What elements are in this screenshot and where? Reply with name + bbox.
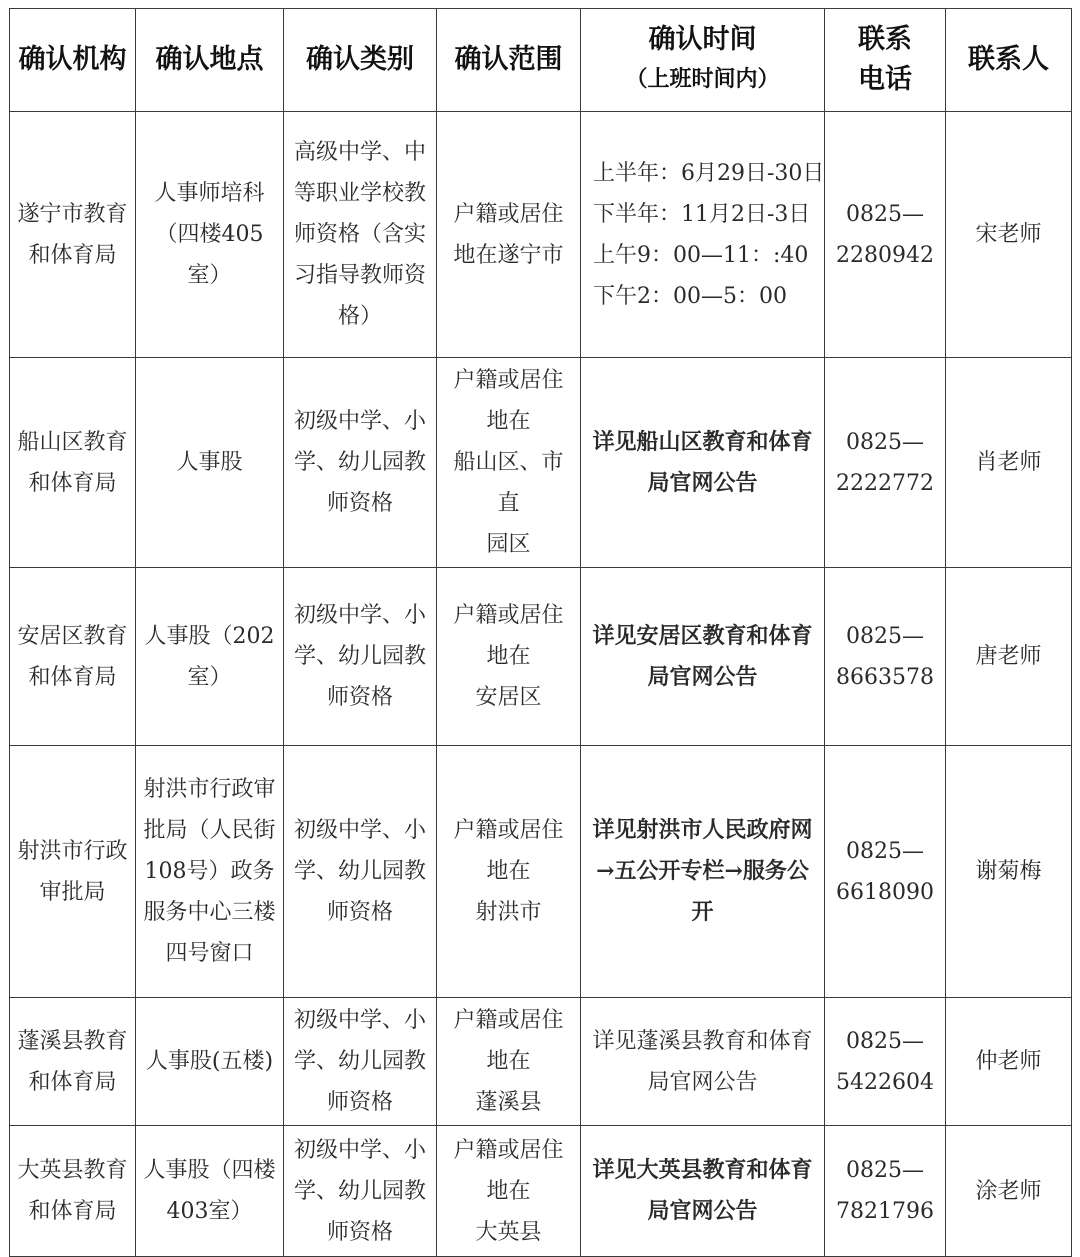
cell-phone [825, 112, 946, 358]
header-time [581, 9, 825, 112]
scope-line: 地在 [486, 644, 531, 669]
cell-time: 详见安居区教育和体育局官网公告 [581, 568, 825, 746]
header-org: 确认机构 [10, 9, 136, 112]
phone-prefix: 0825— [846, 1158, 924, 1183]
phone-prefix: 0825— [846, 838, 924, 864]
header-phone [825, 9, 946, 112]
header-category: 确认类别 [284, 9, 437, 112]
header-location: 确认地点 [136, 9, 284, 112]
table-row [10, 1126, 1072, 1257]
cell-org: 射洪市行政审批局 [10, 746, 136, 998]
cell-scope [437, 746, 581, 998]
cell-scope: 户籍或居住地在遂宁市 [437, 112, 581, 358]
phone-prefix: 0825— [846, 623, 924, 649]
scope-line: 船山区、市直 [453, 450, 564, 516]
cell-location: 人事股(五楼) [136, 998, 284, 1126]
phone-number: 2222772 [836, 470, 934, 496]
table-row [10, 568, 1072, 746]
cell-location: 人事股（202室） [136, 568, 284, 746]
cell-location: 人事股 [136, 358, 284, 568]
cell-scope [437, 568, 581, 746]
header-time-title: 确认时间 [648, 24, 757, 55]
cell-location: 射洪市行政审批局（人民街108号）政务服务中心三楼四号窗口 [136, 746, 284, 998]
header-phone-line1: 联系 [858, 24, 912, 55]
scope-line: 大英县 [475, 1219, 542, 1245]
cell-time: 详见大英县教育和体育局官网公告 [581, 1126, 825, 1257]
cell-category: 初级中学、小学、幼儿园教师资格 [284, 746, 437, 998]
cell-contact: 肖老师 [946, 358, 1072, 568]
header-phone-line2: 电话 [858, 64, 912, 95]
scope-line: 安居区 [475, 685, 542, 710]
cell-scope [437, 358, 581, 568]
cell-location: 人事师培科（四楼405室） [136, 112, 284, 358]
cell-category: 初级中学、小学、幼儿园教师资格 [284, 358, 437, 568]
scope-line: 户籍或居住 [453, 818, 564, 843]
cell-location: 人事股（四楼403室） [136, 1126, 284, 1257]
cell-time: 详见船山区教育和体育局官网公告 [581, 358, 825, 568]
scope-line: 户籍或居住 [453, 603, 564, 628]
header-scope: 确认范围 [437, 9, 581, 112]
phone-prefix: 0825— [846, 201, 924, 227]
cell-time: 详见蓬溪县教育和体育局官网公告 [581, 998, 825, 1126]
phone-number: 8663578 [836, 664, 934, 690]
scope-line: 户籍或居住 [453, 368, 564, 393]
table-row [10, 358, 1072, 568]
time-line: 上午9：00—11：:40 [593, 242, 809, 268]
scope-line: 园区 [486, 532, 531, 557]
cell-contact: 唐老师 [946, 568, 1072, 746]
cell-phone [825, 746, 946, 998]
table-row [10, 112, 1072, 358]
cell-contact: 仲老师 [946, 998, 1072, 1126]
header-row [10, 9, 1072, 112]
scope-line: 地在 [486, 859, 531, 884]
cell-org: 安居区教育和体育局 [10, 568, 136, 746]
phone-number: 5422604 [836, 1069, 934, 1095]
cell-phone [825, 998, 946, 1126]
cell-org: 大英县教育和体育局 [10, 1126, 136, 1257]
cell-contact: 谢菊梅 [946, 746, 1072, 998]
cell-phone [825, 358, 946, 568]
table-row [10, 746, 1072, 998]
cell-contact: 宋老师 [946, 112, 1072, 358]
time-line: 下半年：11月2日-3日 [593, 201, 811, 227]
cell-time: 详见射洪市人民政府网→五公开专栏→服务公开 [581, 746, 825, 998]
scope-line: 户籍或居住 [453, 1008, 564, 1033]
cell-category: 初级中学、小学、幼儿园教师资格 [284, 568, 437, 746]
scope-line: 地在 [486, 1178, 531, 1204]
confirmation-table [9, 8, 1072, 1257]
cell-category: 初级中学、小学、幼儿园教师资格 [284, 1126, 437, 1257]
phone-number: 6618090 [836, 879, 934, 905]
cell-time [581, 112, 825, 358]
cell-org: 船山区教育和体育局 [10, 358, 136, 568]
header-contact: 联系人 [946, 9, 1072, 112]
cell-scope [437, 1126, 581, 1257]
table-row [10, 998, 1072, 1126]
cell-contact: 涂老师 [946, 1126, 1072, 1257]
phone-prefix: 0825— [846, 1028, 924, 1054]
scope-line: 地在 [486, 1049, 531, 1074]
time-line: 下午2：00—5：00 [593, 283, 787, 309]
cell-org: 遂宁市教育和体育局 [10, 112, 136, 358]
scope-line: 蓬溪县 [475, 1090, 542, 1115]
cell-org: 蓬溪县教育和体育局 [10, 998, 136, 1126]
phone-number: 7821796 [836, 1199, 934, 1224]
phone-prefix: 0825— [846, 429, 924, 455]
scope-line: 地在 [486, 409, 531, 434]
time-line: 上半年：6月29日-30日 [593, 160, 825, 186]
phone-number: 2280942 [836, 242, 934, 268]
cell-scope [437, 998, 581, 1126]
cell-category: 高级中学、中等职业学校教师资格（含实习指导教师资格） [284, 112, 437, 358]
scope-line: 射洪市 [475, 900, 542, 925]
cell-phone [825, 1126, 946, 1257]
cell-phone [825, 568, 946, 746]
scope-line: 户籍或居住 [453, 1137, 564, 1163]
cell-category: 初级中学、小学、幼儿园教师资格 [284, 998, 437, 1126]
header-time-sub: （上班时间内） [625, 67, 780, 92]
